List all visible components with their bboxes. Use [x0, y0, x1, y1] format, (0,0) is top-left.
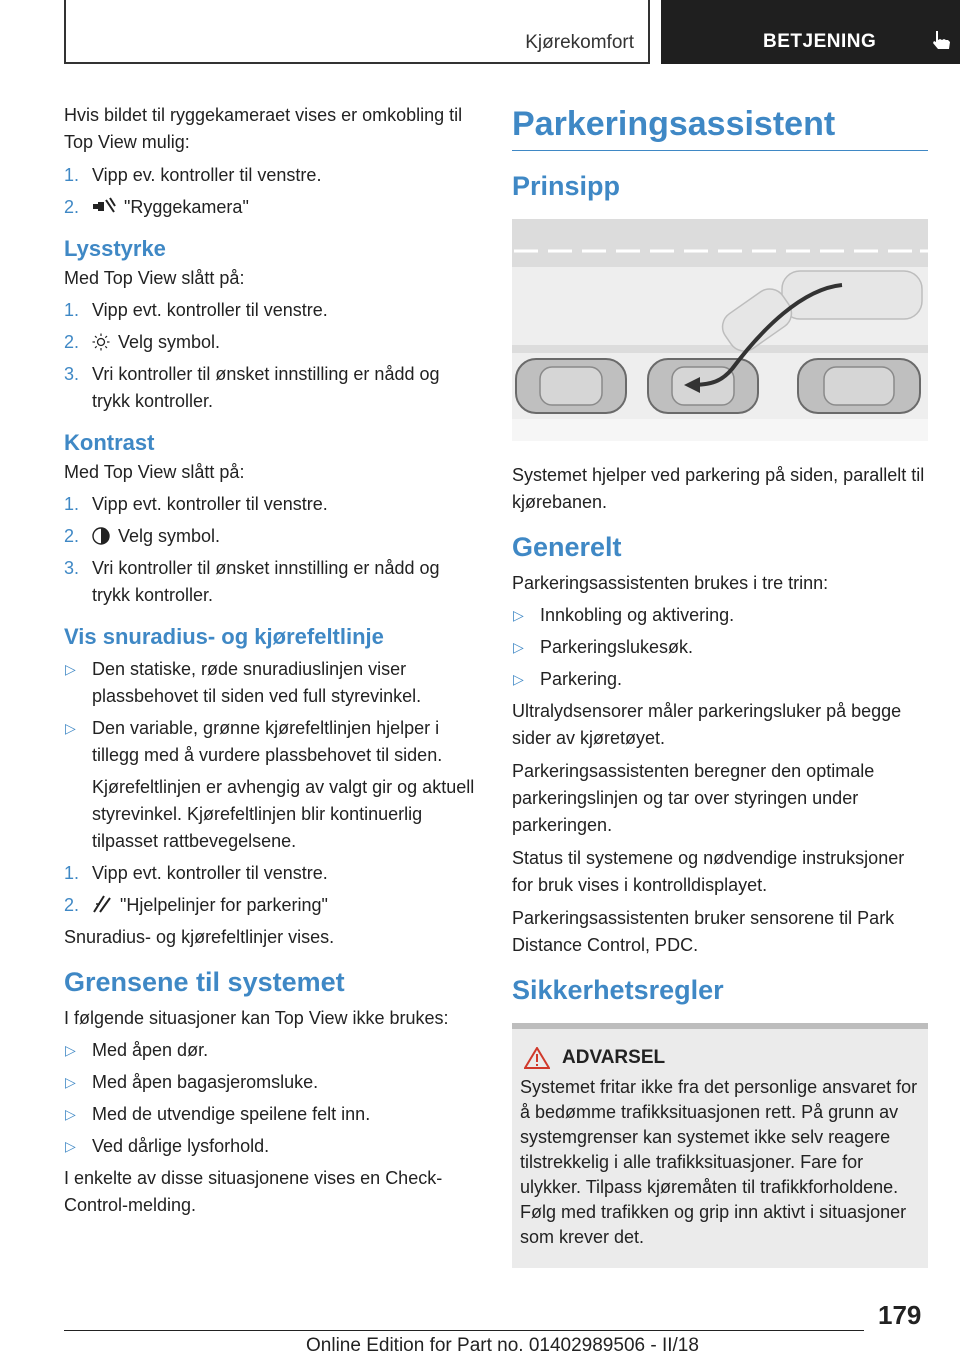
step-text: Vipp ev. kontroller til venstre.	[92, 165, 322, 185]
header-chapter-title: BETJENING	[763, 31, 877, 52]
step-number: 3.	[64, 558, 80, 578]
warning-text: Systemet fritar ikke fra det personlige ansvaret for å bedømme trafikksituasjonen rett. På grunn av systemgrenser kan systemet ikke selv reagere tilstrekkelig i alle trafikksituasjoner. Fare for ulykker. Tilpass kjøremåten til trafikkforholdene. Følg med trafikken og grip inn aktivt i situasjoner som krever det.	[520, 1077, 918, 1247]
warning-triangle-icon	[524, 1047, 550, 1069]
step-text: Vipp evt. kontroller til venstre.	[92, 494, 328, 514]
footer-edition: Online Edition for Part no. 01402989506 - II/18	[306, 1335, 699, 1356]
steps-camera	[64, 162, 480, 221]
contrast-icon	[92, 527, 110, 545]
bullet-text: Ved dårlige lysforhold.	[92, 1136, 270, 1156]
lines-note: Kjørefeltlinjen er avhengig av valgt gir og aktuell styrevinkel. Kjørefeltlinjen blir kontinuerlig tilpasset rattbevegelsene.	[92, 777, 475, 851]
left-column	[64, 102, 480, 1219]
step-text: Vri kontroller til ønsket innstilling er nådd og trykk kontroller.	[92, 558, 440, 605]
contrast-heading: Kontrast	[64, 430, 155, 455]
list-item	[64, 555, 480, 609]
bullet-triangle-icon: ▷	[65, 1074, 76, 1090]
parking-lines-icon	[92, 894, 112, 914]
list-item	[64, 329, 480, 356]
contrast-pre: Med Top View slått på:	[64, 462, 245, 482]
parking-diagram	[512, 219, 928, 441]
header-section-tab	[64, 0, 650, 64]
pointing-hand-icon	[929, 28, 953, 52]
list-item	[64, 297, 480, 324]
bullet-text: Med de utvendige speilene felt inn.	[92, 1104, 371, 1124]
limits-bullets	[64, 1037, 480, 1160]
step-text: "Hjelpelinjer for parkering"	[120, 895, 328, 915]
bullet-triangle-icon: ▷	[513, 639, 524, 655]
bullet-triangle-icon: ▷	[65, 661, 76, 677]
list-item	[64, 860, 480, 887]
bullet-text: Parkeringslukesøk.	[540, 637, 694, 657]
list-item	[64, 1069, 480, 1096]
step-number: 2.	[64, 332, 80, 352]
step-text: Vri kontroller til ønsket innstilling er nådd og trykk kontroller.	[92, 364, 440, 411]
bullet-triangle-icon: ▷	[65, 720, 76, 736]
page-number: 179	[878, 1300, 922, 1330]
list-item	[64, 162, 480, 189]
header-section-title: Kjørekomfort	[525, 32, 634, 53]
step-text: Vipp evt. kontroller til venstre.	[92, 863, 328, 883]
lines-steps	[64, 860, 480, 919]
limits-heading: Grensene til systemet	[64, 967, 345, 997]
right-column	[512, 102, 928, 1268]
list-item	[64, 892, 480, 919]
bullet-text: Den variable, grønne kjørefeltlinjen hjelper i tillegg med å vurdere plassbehovet til siden.	[92, 718, 443, 765]
contrast-steps	[64, 491, 480, 609]
rear-camera-icon	[92, 196, 116, 216]
step-text: Vipp evt. kontroller til venstre.	[92, 300, 328, 320]
lines-heading: Vis snuradius- og kjørefeltlinje	[64, 624, 384, 649]
step-number: 1.	[64, 165, 80, 185]
list-item	[64, 194, 480, 221]
warning-box	[512, 1023, 928, 1268]
list-item	[64, 523, 480, 550]
general-pre: Parkeringsassistenten brukes i tre trinn:	[512, 573, 829, 593]
footer-divider	[64, 1330, 864, 1331]
general-para: Parkeringsassistenten beregner den optimale parkeringslinjen og tar over styringen under parkeringen.	[512, 761, 875, 835]
general-bullets	[512, 602, 928, 693]
brightness-heading: Lysstyrke	[64, 236, 166, 261]
list-item	[64, 715, 480, 769]
step-number: 1.	[64, 300, 80, 320]
principle-caption: Systemet hjelper ved parkering på siden, parallelt til kjørebanen.	[512, 465, 925, 512]
brightness-pre: Med Top View slått på:	[64, 268, 245, 288]
bullet-triangle-icon: ▷	[65, 1106, 76, 1122]
list-item	[512, 634, 928, 661]
parking-assistant-title: Parkeringsassistent	[512, 102, 928, 151]
bullet-triangle-icon: ▷	[65, 1042, 76, 1058]
warning-label: ADVARSEL	[562, 1047, 666, 1068]
list-item	[64, 1101, 480, 1128]
list-item	[64, 491, 480, 518]
step-number: 2.	[64, 895, 80, 915]
safety-heading: Sikkerhetsregler	[512, 975, 724, 1005]
bullet-text: Med åpen dør.	[92, 1040, 209, 1060]
list-item	[64, 361, 480, 415]
brightness-icon	[92, 333, 110, 351]
step-number: 1.	[64, 863, 80, 883]
list-item	[64, 1037, 480, 1064]
brightness-steps	[64, 297, 480, 415]
step-number: 1.	[64, 494, 80, 514]
lines-bullets	[64, 656, 480, 769]
general-para: Status til systemene og nødvendige instruksjoner for bruk vises i kontrolldisplayet.	[512, 848, 905, 895]
list-item	[512, 666, 928, 693]
general-para: Ultralydsensorer måler parkeringsluker på begge sider av kjøretøyet.	[512, 701, 902, 748]
bullet-triangle-icon: ▷	[65, 1138, 76, 1154]
list-item	[64, 656, 480, 710]
step-text: "Ryggekamera"	[124, 197, 249, 217]
bullet-triangle-icon: ▷	[513, 671, 524, 687]
bullet-text: Innkobling og aktivering.	[540, 605, 735, 625]
principle-heading: Prinsipp	[512, 171, 621, 201]
lines-after: Snuradius- og kjørefeltlinjer vises.	[64, 927, 335, 947]
step-number: 2.	[64, 197, 80, 217]
step-number: 3.	[64, 364, 80, 384]
bullet-text: Parkering.	[540, 669, 623, 689]
header-chapter-tab	[661, 0, 960, 64]
list-item	[512, 602, 928, 629]
general-para: Parkeringsassistenten bruker sensorene til Park Distance Control, PDC.	[512, 908, 895, 955]
page-header	[64, 0, 960, 66]
bullet-triangle-icon: ▷	[513, 607, 524, 623]
warning-title	[520, 1047, 920, 1069]
step-text: Velg symbol.	[118, 526, 221, 546]
limits-pre: I følgende situasjoner kan Top View ikke brukes:	[64, 1008, 449, 1028]
bullet-text: Med åpen bagasjeromsluke.	[92, 1072, 319, 1092]
bullet-text: Den statiske, røde snuradiuslinjen viser plassbehovet til siden ved full styrevinkel.	[92, 659, 422, 706]
step-number: 2.	[64, 526, 80, 546]
intro-text: Hvis bildet til ryggekameraet vises er omkobling til Top View mulig:	[64, 105, 463, 152]
step-text: Velg symbol.	[118, 332, 221, 352]
general-heading: Generelt	[512, 532, 622, 562]
list-item	[64, 1133, 480, 1160]
limits-after: I enkelte av disse situasjonene vises en Check-Control-melding.	[64, 1168, 443, 1215]
